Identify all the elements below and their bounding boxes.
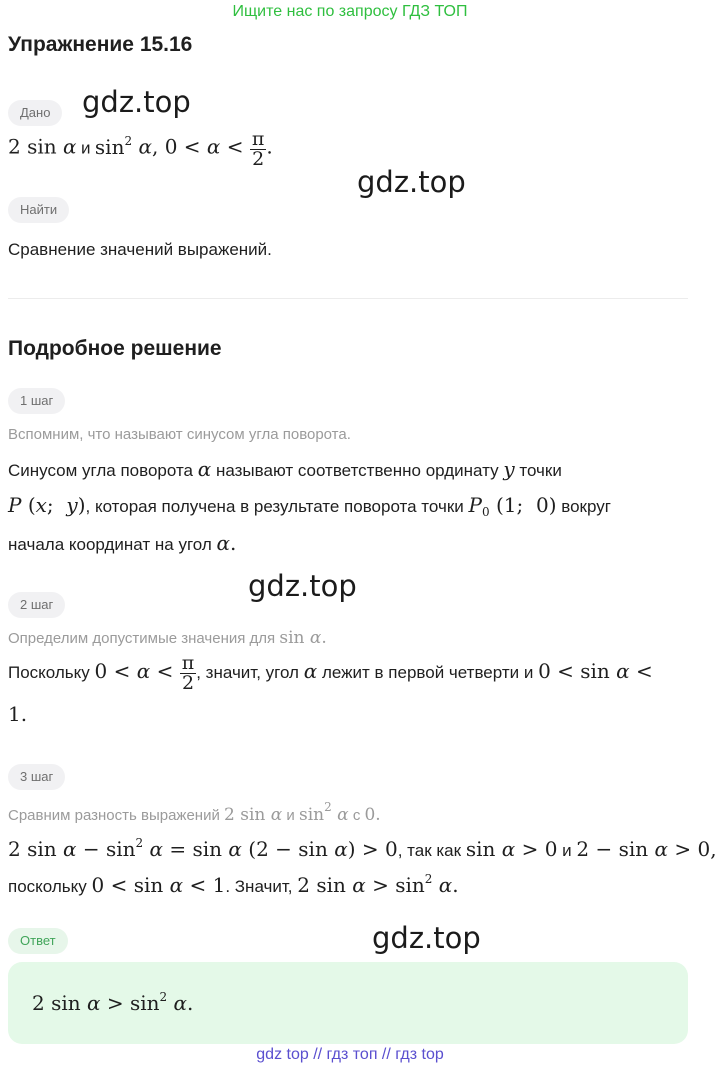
divider [8,298,688,299]
watermark: gdz.top [372,921,481,955]
step1-text-a: Синусом угла поворота [8,461,193,480]
step1-text-e: вокруг [561,497,611,516]
step3-line1: 2 $\sin \alpha - \sin^2 \alpha = \sin \alpha$ (2 − sin α) > 0, так как sin α > 0 и 2 − sin α > 0, [8,836,717,861]
step2-text-b: , значит, угол [196,662,299,682]
given-formula: 2 sin α и $\sin^2 \alpha$, 0 < α < $\frac{\pi}{2}$ . [8,128,273,170]
step3-text-d: . Значит, [225,877,293,896]
step3-hint-and: и [286,807,295,824]
given-zero: 0 [164,134,178,159]
step2-hint-text: Определим допустимые значения для [8,630,276,647]
step2-text-a: Поскольку [8,662,90,682]
watermark: gdz.top [357,165,466,199]
given-pill: Дано [8,100,62,126]
step2-line1: Поскольку 0 < α < $\frac{\pi}{2}$ , значит, угол α лежит в первой четверти и 0 < sin α < [8,652,653,694]
solution-heading: Подробное решение [8,337,222,360]
watermark: gdz.top [82,85,191,119]
page-title: Упражнение 15.16 [8,33,193,56]
step3-text-a: , так как [397,841,462,860]
answer-formula: 2 $\sin \alpha > \sin^2 \alpha$. [32,990,194,1015]
step1-line3: начала координат на угол α. [8,531,237,555]
step1-line2: P (x; y), которая получена в результате поворота точки $P_0$ (1; 0) вокруг [8,493,611,519]
step1-pill: 1 шаг [8,388,65,414]
step3-pill: 3 шаг [8,764,65,790]
step1-line1: Синусом угла поворота α называют соответственно ординату y точки [8,457,562,481]
answer-pill: Ответ [8,928,68,954]
step1-hint: Вспомним, что называют синусом угла поворота. [8,426,351,443]
footer-links[interactable]: gdz top // гдз топ // гдз top [256,1046,444,1063]
step1-text-c: точки [519,461,562,480]
step2-line2: 1. [8,702,28,726]
step1-text-d: , которая получена в результате поворота точки [85,497,464,516]
given-conj: и [80,138,91,158]
step1-text-f: начала координат на угол [8,535,212,554]
step2-pill: 2 шаг [8,592,65,618]
promo-banner[interactable]: Ищите нас по запросу ГДЗ ТОП [232,3,468,20]
step3-hint-with: с [352,807,361,824]
find-text: Сравнение значений выражений. [8,240,272,259]
find-pill: Найти [8,197,69,223]
step2-text-c: лежит в первой четверти и [321,662,534,682]
step2-hint: Определим допустимые значения для sin α. [8,628,327,648]
step3-hint-text: Сравним разность выражений [8,807,220,824]
step3-line2: поскольку 0 < sin α < 1. Значит, 2 $\sin \alpha > \sin^2 \alpha$. [8,872,459,897]
step3-text-b: и [562,841,572,860]
step3-text-c: поскольку [8,877,87,896]
watermark: gdz.top [248,569,357,603]
step3-hint: Сравним разность выражений 2 sin α и $\sin^2 \alpha$ с 0. [8,800,381,825]
step1-text-b: называют соответственно ординату [215,461,499,480]
